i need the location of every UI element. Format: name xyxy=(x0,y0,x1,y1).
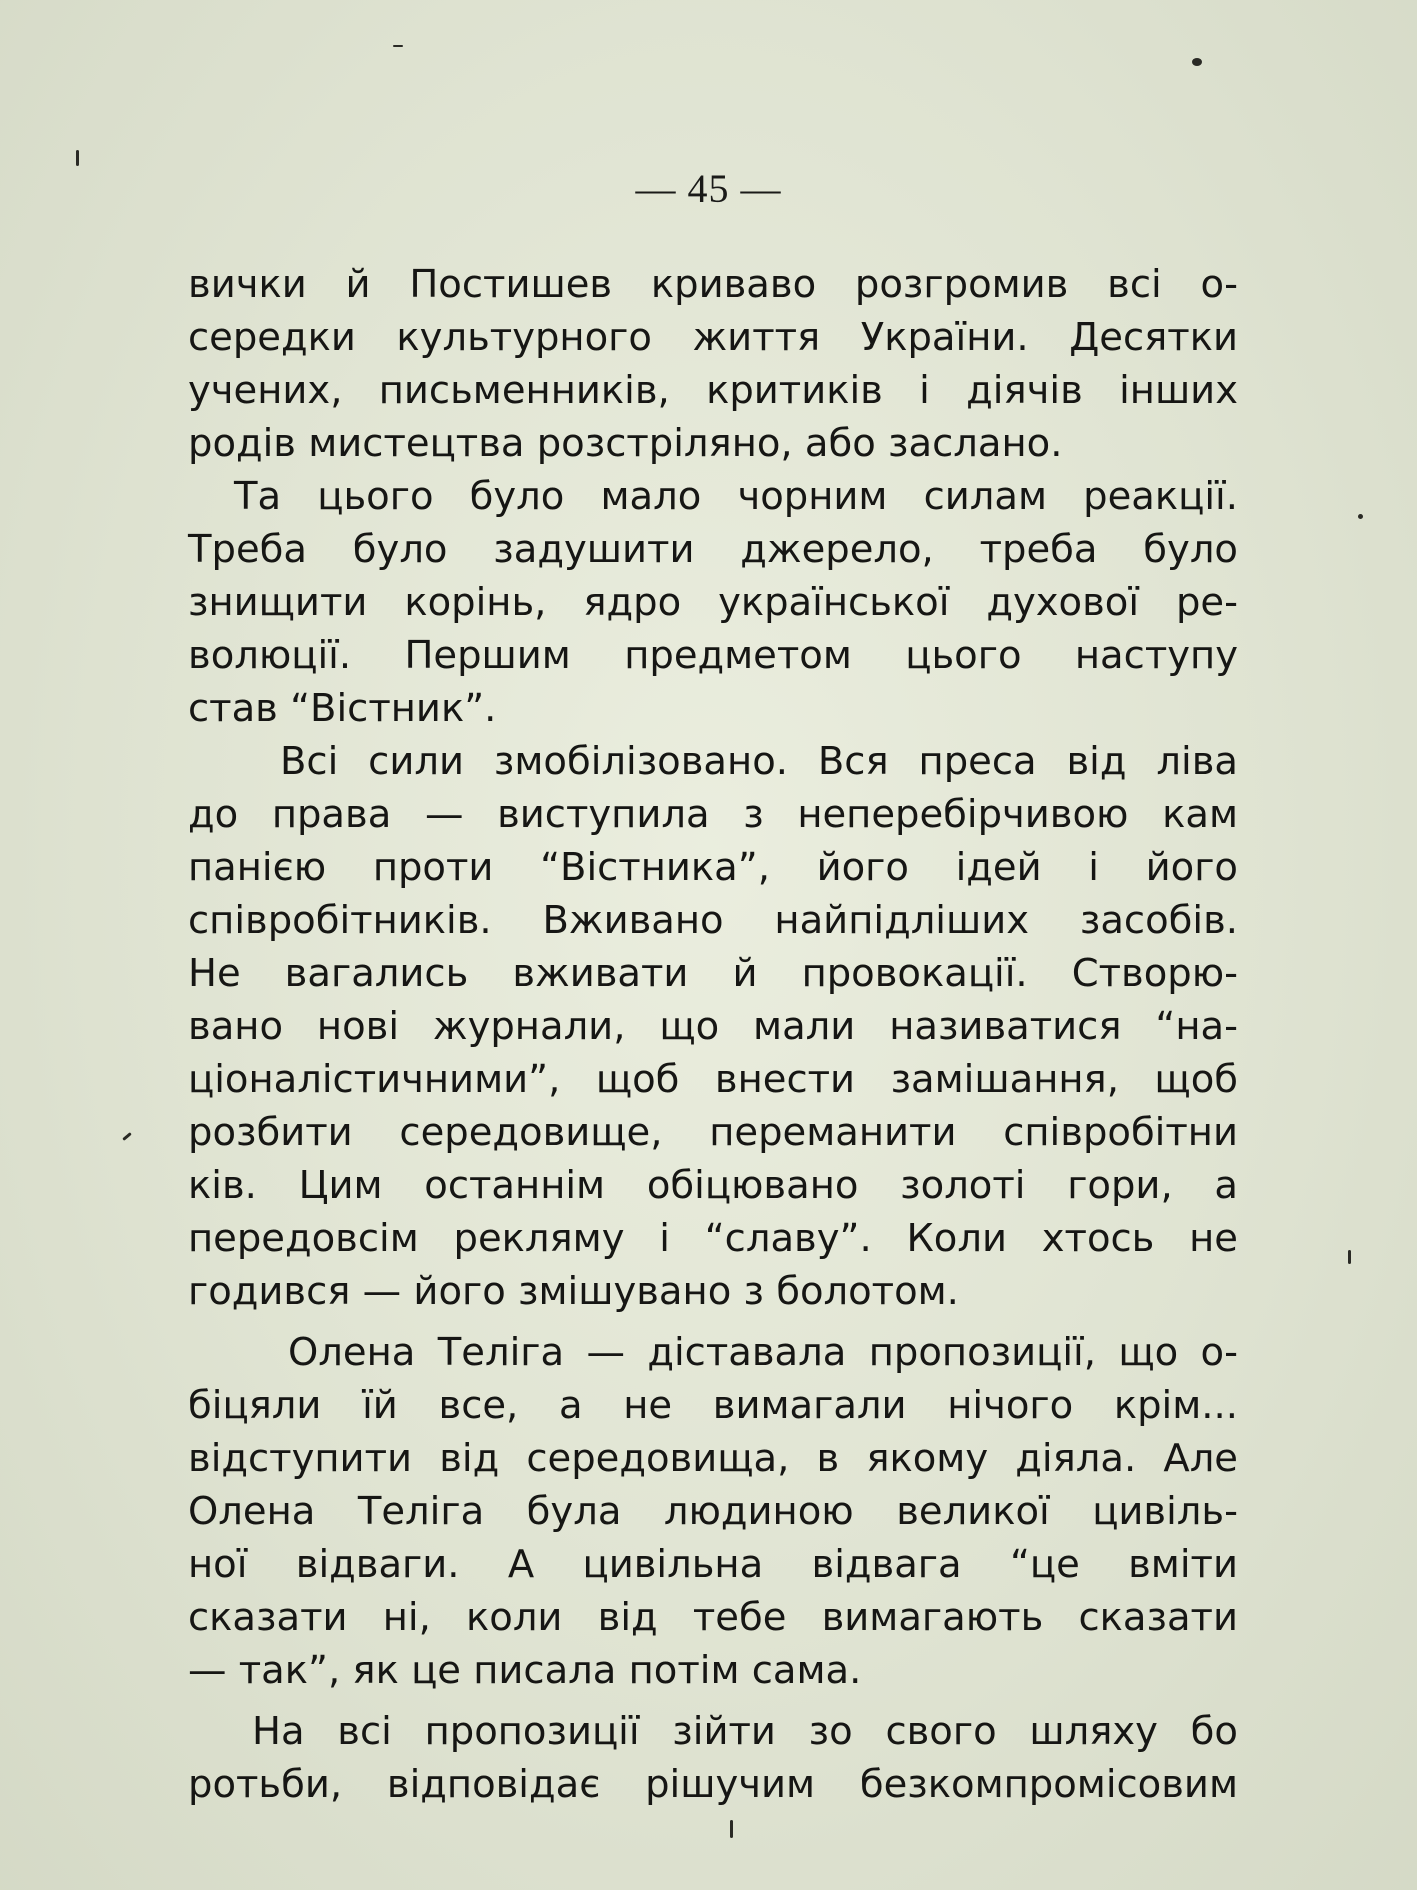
text-line: середки культурного життя України. Десятки xyxy=(188,315,1238,360)
text-line: став “Вістник”. xyxy=(188,686,497,731)
page-number: — 45 — xyxy=(635,166,782,211)
text-line: учених, письменників, критиків і діячів інших xyxy=(188,368,1238,413)
text-line: ної відваги. А цивільна відвага “це вміти xyxy=(188,1542,1238,1587)
text-line: вички й Постишев криваво розгромив всі о- xyxy=(188,262,1238,307)
text-line: ків. Цим останнім обіцювано золоті гори, а xyxy=(188,1163,1238,1208)
scan-speck xyxy=(1358,514,1363,519)
text-line: ціоналістичними”, щоб внести замішання, щоб xyxy=(188,1057,1238,1102)
paragraph-start-line: Та цього було мало чорним силам реакції. xyxy=(234,474,1238,519)
body-text xyxy=(188,258,1238,1811)
paragraph-start-line: Всі сили змобілізовано. Вся преса від ліва xyxy=(280,739,1238,784)
text-line: волюції. Першим предметом цього наступу xyxy=(188,633,1238,678)
text-line: ротьби, відповідає рішучим безкомпромісовим xyxy=(188,1762,1238,1807)
text-line: — так”, як це писала потім сама. xyxy=(188,1648,862,1693)
text-line: сказати ні, коли від тебе вимагають сказати xyxy=(188,1595,1238,1640)
text-line: Олена Теліга була людиною великої цивіль- xyxy=(188,1489,1238,1534)
text-line: знищити корінь, ядро української духової ре- xyxy=(188,580,1238,625)
text-line: біцяли їй все, а не вимагали нічого крім... xyxy=(188,1383,1238,1428)
scan-speck xyxy=(76,150,79,166)
text-line: Треба було задушити джерело, треба було xyxy=(188,527,1238,572)
text-line: Не вагались вживати й провокації. Створю- xyxy=(188,951,1238,996)
text-line: відступити від середовища, в якому діяла. Але xyxy=(188,1436,1238,1481)
text-line: розбити середовище, переманити співробітни xyxy=(188,1110,1238,1155)
text-line: до права — виступила з неперебірчивою кам xyxy=(188,792,1238,837)
text-line: родів мистецтва розстріляно, або заслано. xyxy=(188,421,1063,466)
paragraph-start-line: Олена Теліга — діставала пропозиції, що о- xyxy=(288,1330,1238,1375)
scan-speck xyxy=(1348,1250,1351,1264)
paragraph-start-line: На всі пропозиції зійти зо свого шляху бо xyxy=(252,1709,1238,1754)
scan-speck xyxy=(1192,58,1202,66)
scan-speck xyxy=(122,1132,132,1141)
text-line: вано нові журнали, що мали називатися “на- xyxy=(188,1004,1238,1049)
text-line: годився — його змішувано з болотом. xyxy=(188,1269,959,1314)
text-line: панією проти “Вістника”, його ідей і його xyxy=(188,845,1238,890)
scan-speck xyxy=(730,1820,733,1838)
scan-speck xyxy=(393,45,403,47)
text-line: передовсім рекляму і “славу”. Коли хтось не xyxy=(188,1216,1238,1261)
text-line: співробітників. Вживано найпідліших засобів. xyxy=(188,898,1238,943)
